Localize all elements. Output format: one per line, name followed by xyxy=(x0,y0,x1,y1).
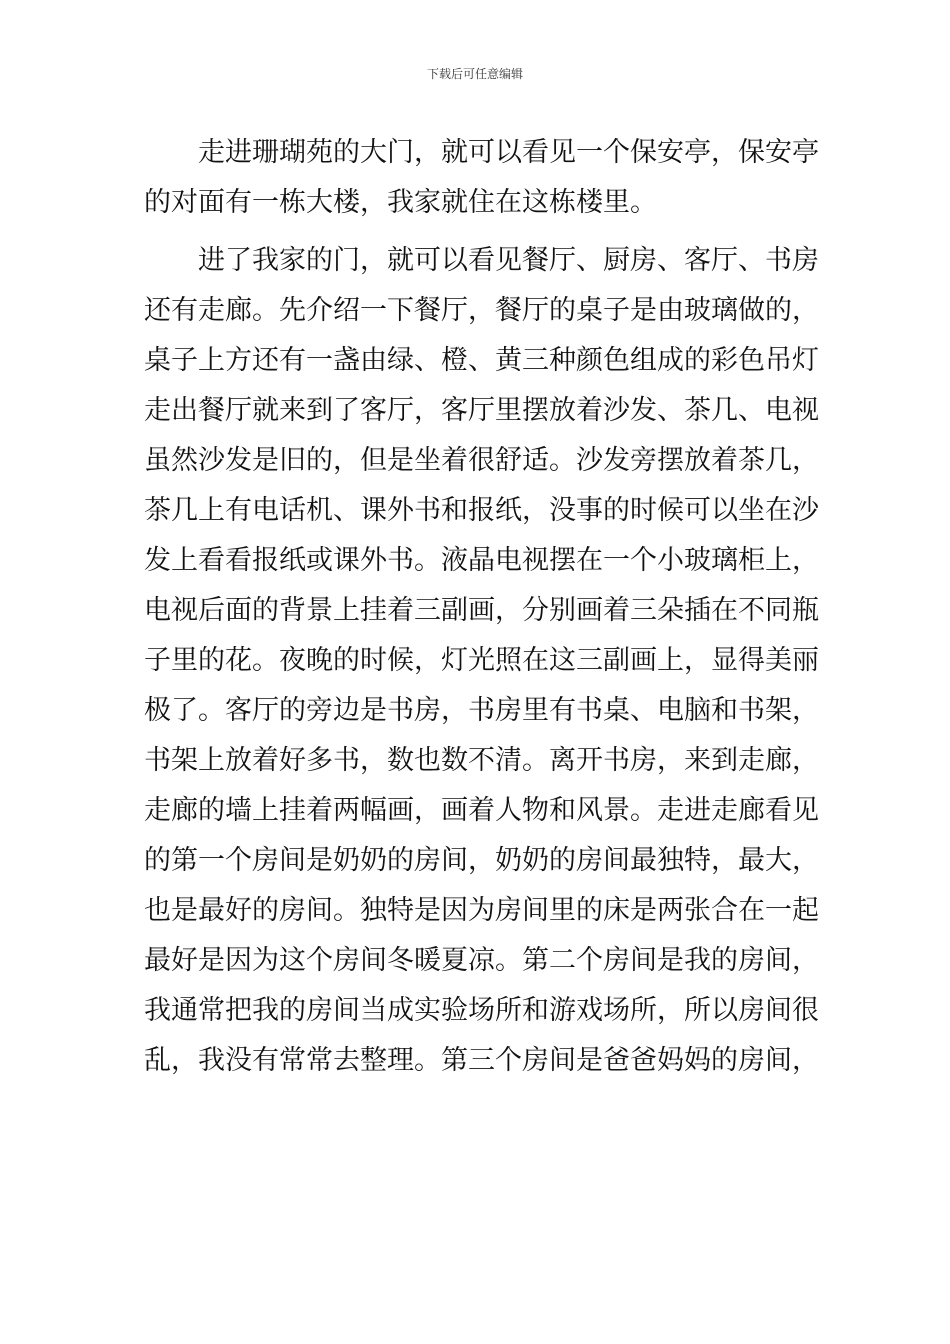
paragraph-line: 还有走廊。先介绍一下餐厅，餐厅的桌子是由玻璃做的， xyxy=(144,295,819,326)
paragraph-gap xyxy=(144,228,824,236)
paragraph-line: 最好是因为这个房间冬暖夏凉。第二个房间是我的房间， xyxy=(144,945,819,976)
paragraph-line: 走进珊瑚苑的大门，就可以看见一个保安亭，保安亭 xyxy=(198,137,819,168)
paragraph-line: 乱，我没有常常去整理。第三个房间是爸爸妈妈的房间， xyxy=(144,1045,819,1076)
paragraph-line: 走出餐厅就来到了客厅，客厅里摆放着沙发、茶几、电视 xyxy=(144,395,819,426)
paragraph-line: 桌子上方还有一盏由绿、橙、黄三种颜色组成的彩色吊灯 xyxy=(144,345,819,376)
paragraph-line: 的第一个房间是奶奶的房间，奶奶的房间最独特，最大， xyxy=(144,845,819,876)
paragraph-line: 发上看看报纸或课外书。液晶电视摆在一个小玻璃柜上， xyxy=(144,545,819,576)
paragraph-line: 也是最好的房间。独特是因为房间里的床是两张合在一起 xyxy=(144,895,819,926)
header-note: 下载后可任意编辑 xyxy=(426,67,523,81)
paragraph-line: 虽然沙发是旧的，但是坐着很舒适。沙发旁摆放着茶几， xyxy=(144,445,819,476)
paragraph-line: 我通常把我的房间当成实验场所和游戏场所，所以房间很 xyxy=(144,995,819,1026)
paragraph-line: 书架上放着好多书，数也数不清。离开书房，来到走廊， xyxy=(144,745,819,776)
paragraph-1 xyxy=(144,128,824,228)
paragraph-2 xyxy=(144,236,824,1086)
paragraph-line: 子里的花。夜晚的时候，灯光照在这三副画上，显得美丽 xyxy=(144,645,819,676)
paragraph-line: 的对面有一栋大楼，我家就住在这栋楼里。 xyxy=(144,187,657,218)
paragraph-line: 走廊的墙上挂着两幅画，画着人物和风景。走进走廊看见 xyxy=(144,795,819,826)
paragraph-line: 茶几上有电话机、课外书和报纸，没事的时候可以坐在沙 xyxy=(144,495,819,526)
body-text xyxy=(144,128,824,1086)
paragraph-line: 进了我家的门，就可以看见餐厅、厨房、客厅、书房 xyxy=(198,245,819,276)
paragraph-line: 极了。客厅的旁边是书房，书房里有书桌、电脑和书架， xyxy=(144,695,819,726)
paragraph-line: 电视后面的背景上挂着三副画，分别画着三朵插在不同瓶 xyxy=(144,595,819,626)
